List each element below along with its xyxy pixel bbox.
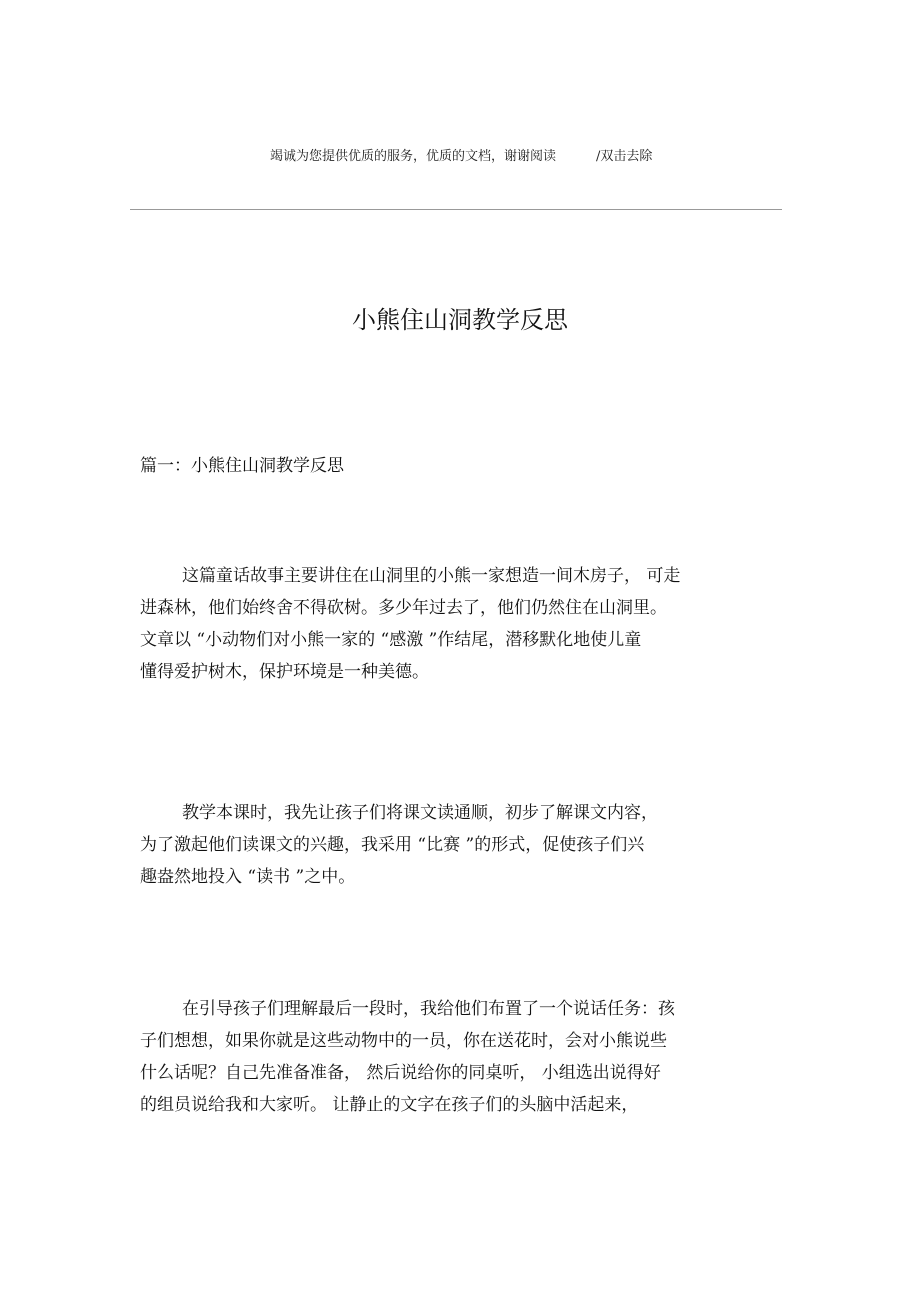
header-notice (270, 145, 730, 164)
paragraph-line: 懂得爱护树木，保护环境是一种美德。 (140, 662, 429, 682)
paragraph-line: 进森林，他们始终舍不得砍树。多少年过去了，他们仍然住在山洞里。 (140, 598, 667, 618)
paragraph-line: 这篇童话故事主要讲住在山洞里的小熊一家想造一间木房子， 可走 (182, 566, 681, 586)
paragraph-1 (140, 560, 780, 688)
paragraph-2 (140, 797, 780, 893)
paragraph-line: 文章以 “小动物们对小熊一家的 “感激 ”作结尾，潜移默化地使儿童 (140, 630, 642, 650)
remove-notice-link[interactable]: /双击去除 (596, 149, 653, 164)
paragraph-line: 为了激起他们读课文的兴趣，我采用 “比赛 ”的形式，促使孩子们兴 (140, 835, 645, 855)
paragraph-line: 子们想想，如果你就是这些动物中的一员，你在送花时，会对小熊说些 (140, 1031, 667, 1051)
paragraph-line: 在引导孩子们理解最后一段时，我给他们布置了一个说话任务：孩 (182, 999, 675, 1019)
paragraph-line: 的组员说给我和大家听。 让静止的文字在孩子们的头脑中活起来， (140, 1095, 639, 1115)
paragraph-3 (140, 993, 780, 1121)
paragraph-line: 教学本课时，我先让孩子们将课文读通顺，初步了解课文内容， (182, 803, 658, 823)
header-notice-text: 竭诚为您提供优质的服务，优质的文档，谢谢阅读 (270, 149, 557, 164)
header-divider (130, 209, 782, 210)
document-title: 小熊住山洞教学反思 (352, 306, 568, 334)
section-heading: 篇一：小熊住山洞教学反思 (140, 456, 344, 476)
paragraph-line: 什么话呢？自己先准备准备， 然后说给你的同桌听， 小组选出说得好 (140, 1063, 661, 1083)
paragraph-line: 趣盎然地投入 “读书 ”之中。 (140, 867, 356, 887)
